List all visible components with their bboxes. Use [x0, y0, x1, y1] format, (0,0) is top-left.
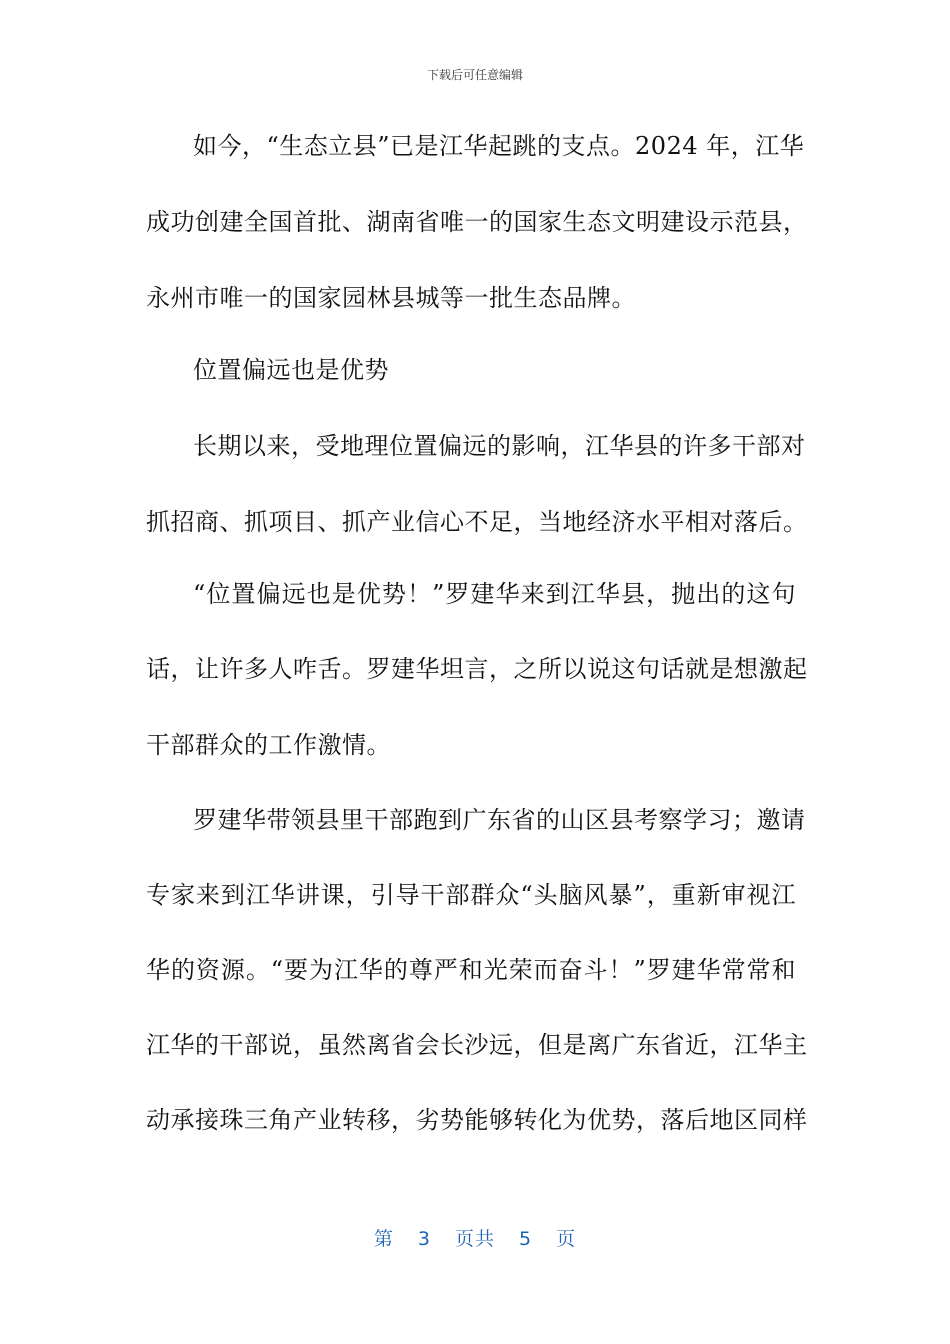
paragraph-line: 如今，“生态立县”已是江华起跳的支点。2024 年，江华: [193, 132, 805, 160]
paragraph-line: 江华的干部说，虽然离省会长沙远，但是离广东省近，江华主: [146, 1031, 808, 1059]
paragraph-line: 成功创建全国首批、湖南省唯一的国家生态文明建设示范县，: [146, 208, 808, 236]
paragraph-line: “位置偏远也是优势！”罗建华来到江华县，抛出的这句: [193, 580, 796, 608]
footer-middle: 页共: [454, 1228, 495, 1250]
paragraph-line: 干部群众的工作激情。: [146, 731, 391, 759]
paragraph-line: 永州市唯一的国家园林县城等一批生态品牌。: [146, 284, 636, 312]
paragraph-line: 动承接珠三角产业转移，劣势能够转化为优势，落后地区同样: [146, 1106, 808, 1134]
paragraph-line: 专家来到江华讲课，引导干部群众“头脑风暴”，重新审视江: [146, 881, 796, 909]
paragraph-line: 长期以来，受地理位置偏远的影响，江华县的许多干部对: [193, 432, 806, 460]
paragraph-line: 罗建华带领县里干部跑到广东省的山区县考察学习；邀请: [193, 806, 806, 834]
paragraph-line: 华的资源。“要为江华的尊严和光荣而奋斗！”罗建华常常和: [146, 956, 796, 984]
page-footer: [0, 1224, 950, 1251]
section-heading: 位置偏远也是优势: [193, 356, 389, 384]
header-note: 下载后可任意编辑: [426, 68, 523, 82]
paragraph-line: 话，让许多人咋舌。罗建华坦言，之所以说这句话就是想激起: [146, 655, 808, 683]
footer-prefix: 第: [373, 1228, 394, 1250]
paragraph-line: 抓招商、抓项目、抓产业信心不足，当地经济水平相对落后。: [146, 508, 808, 536]
footer-suffix: 页: [556, 1228, 577, 1250]
footer-current-page: 3: [417, 1228, 431, 1250]
footer-total-pages: 5: [519, 1228, 533, 1250]
